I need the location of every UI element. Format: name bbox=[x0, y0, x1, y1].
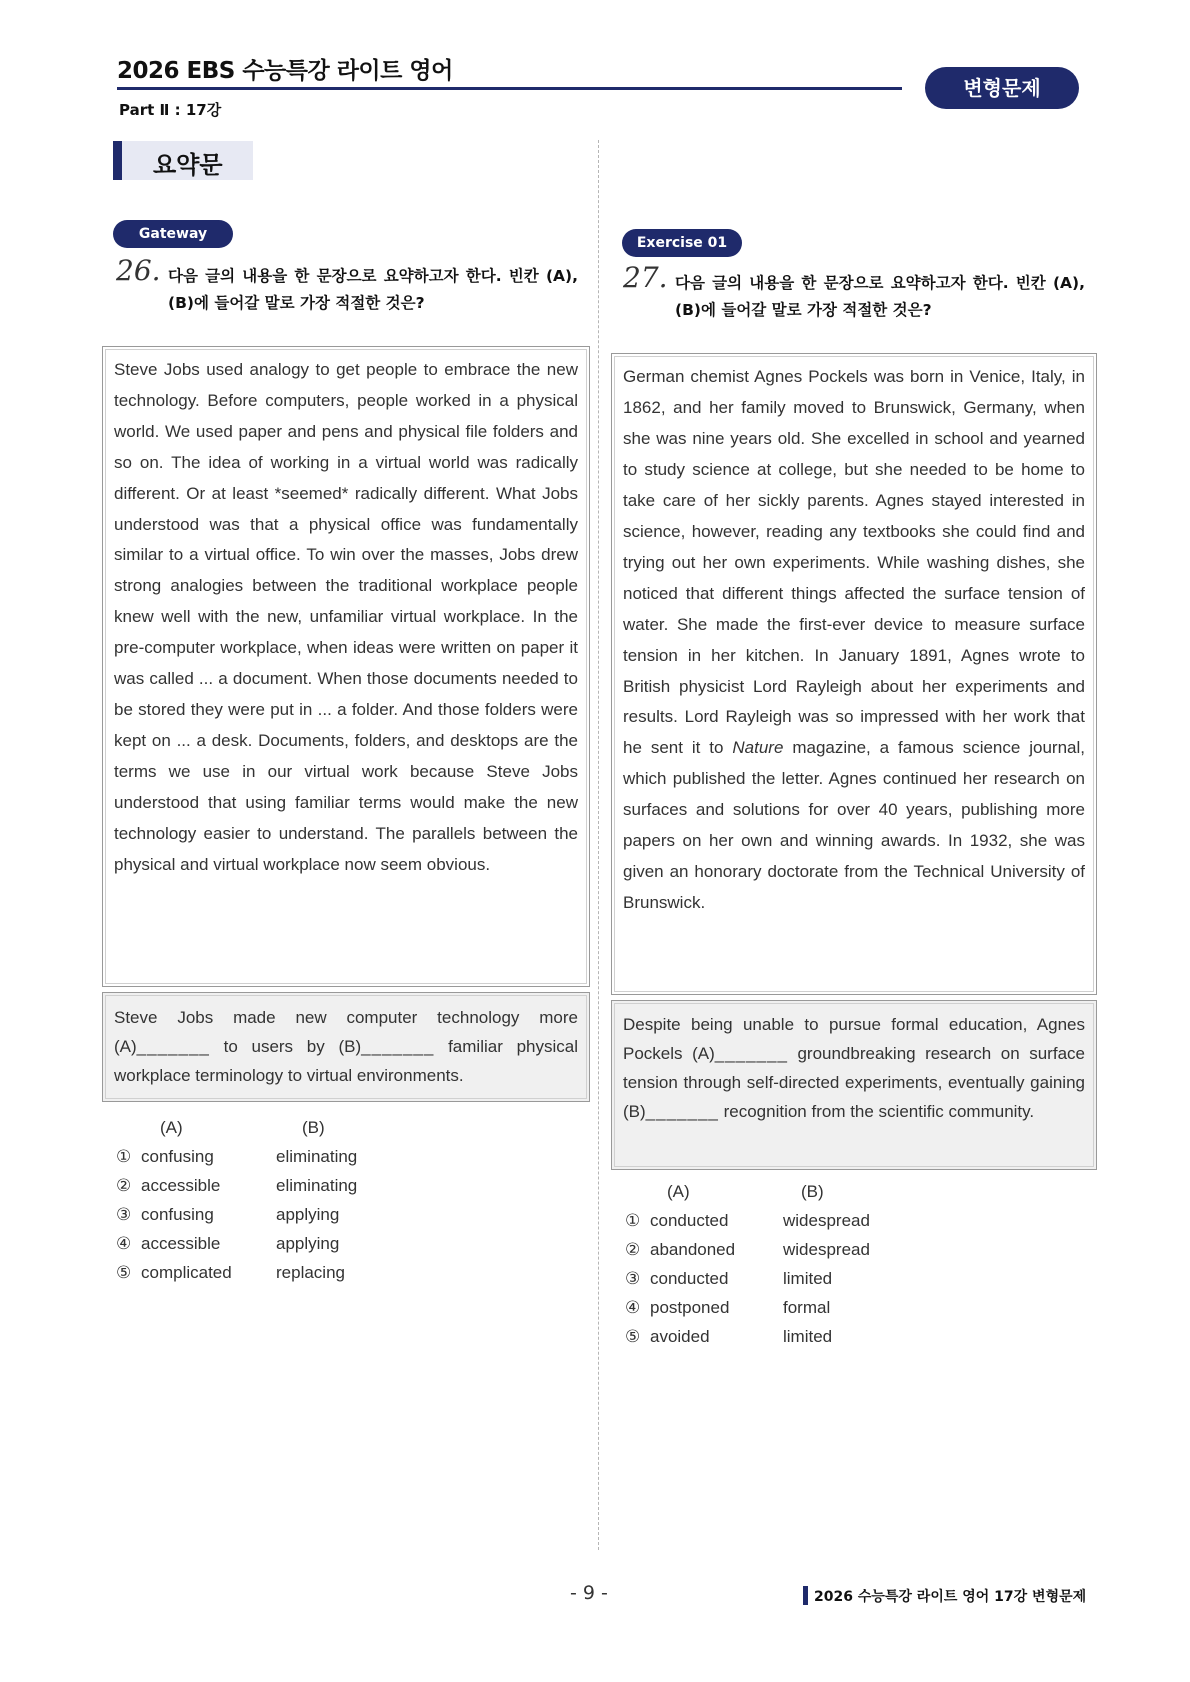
column-divider bbox=[598, 140, 599, 1550]
summary-text: to users by bbox=[223, 1037, 325, 1056]
option-b: widespread bbox=[783, 1211, 870, 1230]
header-rule bbox=[117, 87, 902, 90]
choice-option[interactable] bbox=[116, 1147, 516, 1176]
option-a: confusing bbox=[141, 1147, 214, 1166]
option-mark: ② bbox=[625, 1240, 641, 1259]
option-b: widespread bbox=[783, 1240, 870, 1259]
section-heading bbox=[113, 141, 253, 180]
journal-name: Nature bbox=[732, 738, 784, 758]
blank-b-label: (B) bbox=[338, 1037, 362, 1056]
blank-a-label: (A) bbox=[692, 1043, 715, 1063]
column-a-header: (A) bbox=[667, 1182, 690, 1201]
option-a: conducted bbox=[650, 1269, 729, 1288]
option-a: confusing bbox=[141, 1205, 214, 1224]
option-b: formal bbox=[783, 1298, 831, 1317]
blank-b: _______ bbox=[361, 1037, 435, 1056]
option-b: eliminating bbox=[276, 1147, 358, 1166]
option-mark: ④ bbox=[116, 1234, 132, 1253]
option-mark: ② bbox=[116, 1176, 132, 1195]
option-a: conducted bbox=[650, 1211, 729, 1230]
column-b-header: (B) bbox=[302, 1118, 325, 1137]
column-b-header: (B) bbox=[801, 1182, 824, 1201]
option-b: eliminating bbox=[276, 1176, 358, 1195]
footer-bar bbox=[803, 1586, 808, 1605]
choice-option[interactable] bbox=[116, 1205, 516, 1234]
choice-option[interactable] bbox=[625, 1269, 1025, 1298]
page-number: - 9 - bbox=[570, 1582, 608, 1604]
summary-text: Steve Jobs made new computer technology more bbox=[114, 1008, 578, 1027]
option-a: abandoned bbox=[650, 1240, 736, 1259]
option-a: accessible bbox=[141, 1234, 221, 1253]
option-mark: ③ bbox=[625, 1269, 641, 1288]
option-mark: ③ bbox=[116, 1205, 132, 1224]
question-text: 다음 글의 내용을 한 문장으로 요약하고자 한다. 빈칸 (A), (B)에 들어갈 말로 가장 적절한 것은? bbox=[675, 274, 1085, 319]
question-number: 26. bbox=[116, 254, 161, 287]
passage-text: German chemist Agnes Pockels was born in Venice, Italy, in 1862, and her family moved to Brunswick, Germany, when she was nine years old. She excelled in school and yearned to study science at college, but she needed to be home to take care of her sickly parents. Agnes stayed interested in science, however, reading any textbooks she could find and trying out her own experiments. While washing dishes, she noticed that different things affected the surface tension of water. She made the first-ever device to measure surface tension in her kitchen. In January 1891, Agnes wrote to British physicist Lord Rayleigh about her experiments and results. Lord Rayleigh was so impressed with her work that he sent it to bbox=[623, 367, 1085, 758]
summary-box-26 bbox=[102, 992, 590, 1102]
blank-b-label: (B) bbox=[623, 1101, 646, 1121]
blank-a: _______ bbox=[136, 1037, 210, 1056]
part-label: Part Ⅱ : 17강 bbox=[119, 101, 222, 119]
choices-27 bbox=[625, 1182, 1025, 1356]
option-b: applying bbox=[276, 1205, 340, 1224]
document-title: 2026 EBS 수능특강 라이트 영어 bbox=[117, 58, 453, 84]
passage-box-26 bbox=[102, 346, 590, 987]
footer-label bbox=[803, 1586, 1086, 1606]
option-mark: ① bbox=[116, 1147, 132, 1166]
exercise-tag: Exercise 01 bbox=[622, 229, 742, 257]
question-text: 다음 글의 내용을 한 문장으로 요약하고자 한다. 빈칸 (A), (B)에 들어갈 말로 가장 적절한 것은? bbox=[168, 267, 578, 312]
choices-header bbox=[625, 1182, 1025, 1211]
choice-option[interactable] bbox=[625, 1211, 1025, 1240]
option-mark: ⑤ bbox=[116, 1263, 132, 1282]
choices-26 bbox=[116, 1118, 516, 1292]
summary-text: familiar physical workplace terminology to virtual environments. bbox=[114, 1037, 579, 1085]
option-a: postponed bbox=[650, 1298, 730, 1317]
blank-a: _______ bbox=[714, 1043, 788, 1063]
option-b: limited bbox=[783, 1269, 833, 1288]
option-b: applying bbox=[276, 1234, 340, 1253]
summary-box-27 bbox=[611, 1000, 1097, 1170]
option-b: limited bbox=[783, 1327, 833, 1346]
choice-option[interactable] bbox=[116, 1176, 516, 1205]
passage-box-27 bbox=[611, 353, 1097, 995]
section-heading-text: 요약문 bbox=[153, 151, 223, 179]
choice-option[interactable] bbox=[625, 1327, 1025, 1356]
option-a: accessible bbox=[141, 1176, 221, 1195]
summary-text: Despite being unable to pursue formal education, Agnes Pockels bbox=[623, 1015, 1085, 1063]
choice-option[interactable] bbox=[116, 1234, 516, 1263]
passage-text: Steve Jobs used analogy to get people to embrace the new technology. Before computers, people worked in a physical world. We used paper and pens and physical file folders and so on. The idea of working in a virtual world was radically different. Or at least *seemed* radically different. What Jobs understood was that a physical office was fundamentally similar to a virtual office. To win over the masses, Jobs drew strong analogies between the traditional workplace people knew well with the new, unfamiliar virtual workplace. In the pre-computer workplace, when ideas were written on paper it was called ... a document. When those documents needed to be stored they were put in ... a folder. And those folders were kept on ... a desk. Documents, folders, and desktops are the terms we use in our virtual work because Steve Jobs understood that using familiar terms would make the new technology easier to understand. The parallels between the physical and virtual workplace now seem obvious. bbox=[114, 360, 578, 874]
choice-option[interactable] bbox=[625, 1240, 1025, 1269]
option-a: avoided bbox=[650, 1327, 710, 1346]
passage-text: magazine, a famous science journal, which published the letter. Agnes continued her research on surfaces and solutions for over 40 years, publishing more papers on her own and winning awards. In 1932, she was given an honorary doctorate from the Technical University of Brunswick. bbox=[623, 738, 1085, 913]
option-mark: ④ bbox=[625, 1298, 641, 1317]
blank-a-label: (A) bbox=[114, 1037, 137, 1056]
variant-badge: 변형문제 bbox=[925, 67, 1079, 109]
summary-text: groundbreaking research on surface tension through self-directed experiments, eventually gaining bbox=[623, 1043, 1085, 1092]
blank-b: _______ bbox=[645, 1101, 719, 1121]
section-heading-bar bbox=[113, 141, 122, 180]
footer-text: 2026 수능특강 라이트 영어 17강 변형문제 bbox=[814, 1589, 1087, 1605]
gateway-tag: Gateway bbox=[113, 220, 233, 248]
option-mark: ⑤ bbox=[625, 1327, 641, 1346]
choice-option[interactable] bbox=[625, 1298, 1025, 1327]
option-a: complicated bbox=[141, 1263, 232, 1282]
option-mark: ① bbox=[625, 1211, 641, 1230]
choices-header bbox=[116, 1118, 516, 1147]
summary-text: recognition from the scientific community. bbox=[723, 1101, 1035, 1121]
question-number: 27. bbox=[623, 261, 668, 294]
choice-option[interactable] bbox=[116, 1263, 516, 1292]
column-a-header: (A) bbox=[160, 1118, 183, 1137]
option-b: replacing bbox=[276, 1263, 345, 1282]
